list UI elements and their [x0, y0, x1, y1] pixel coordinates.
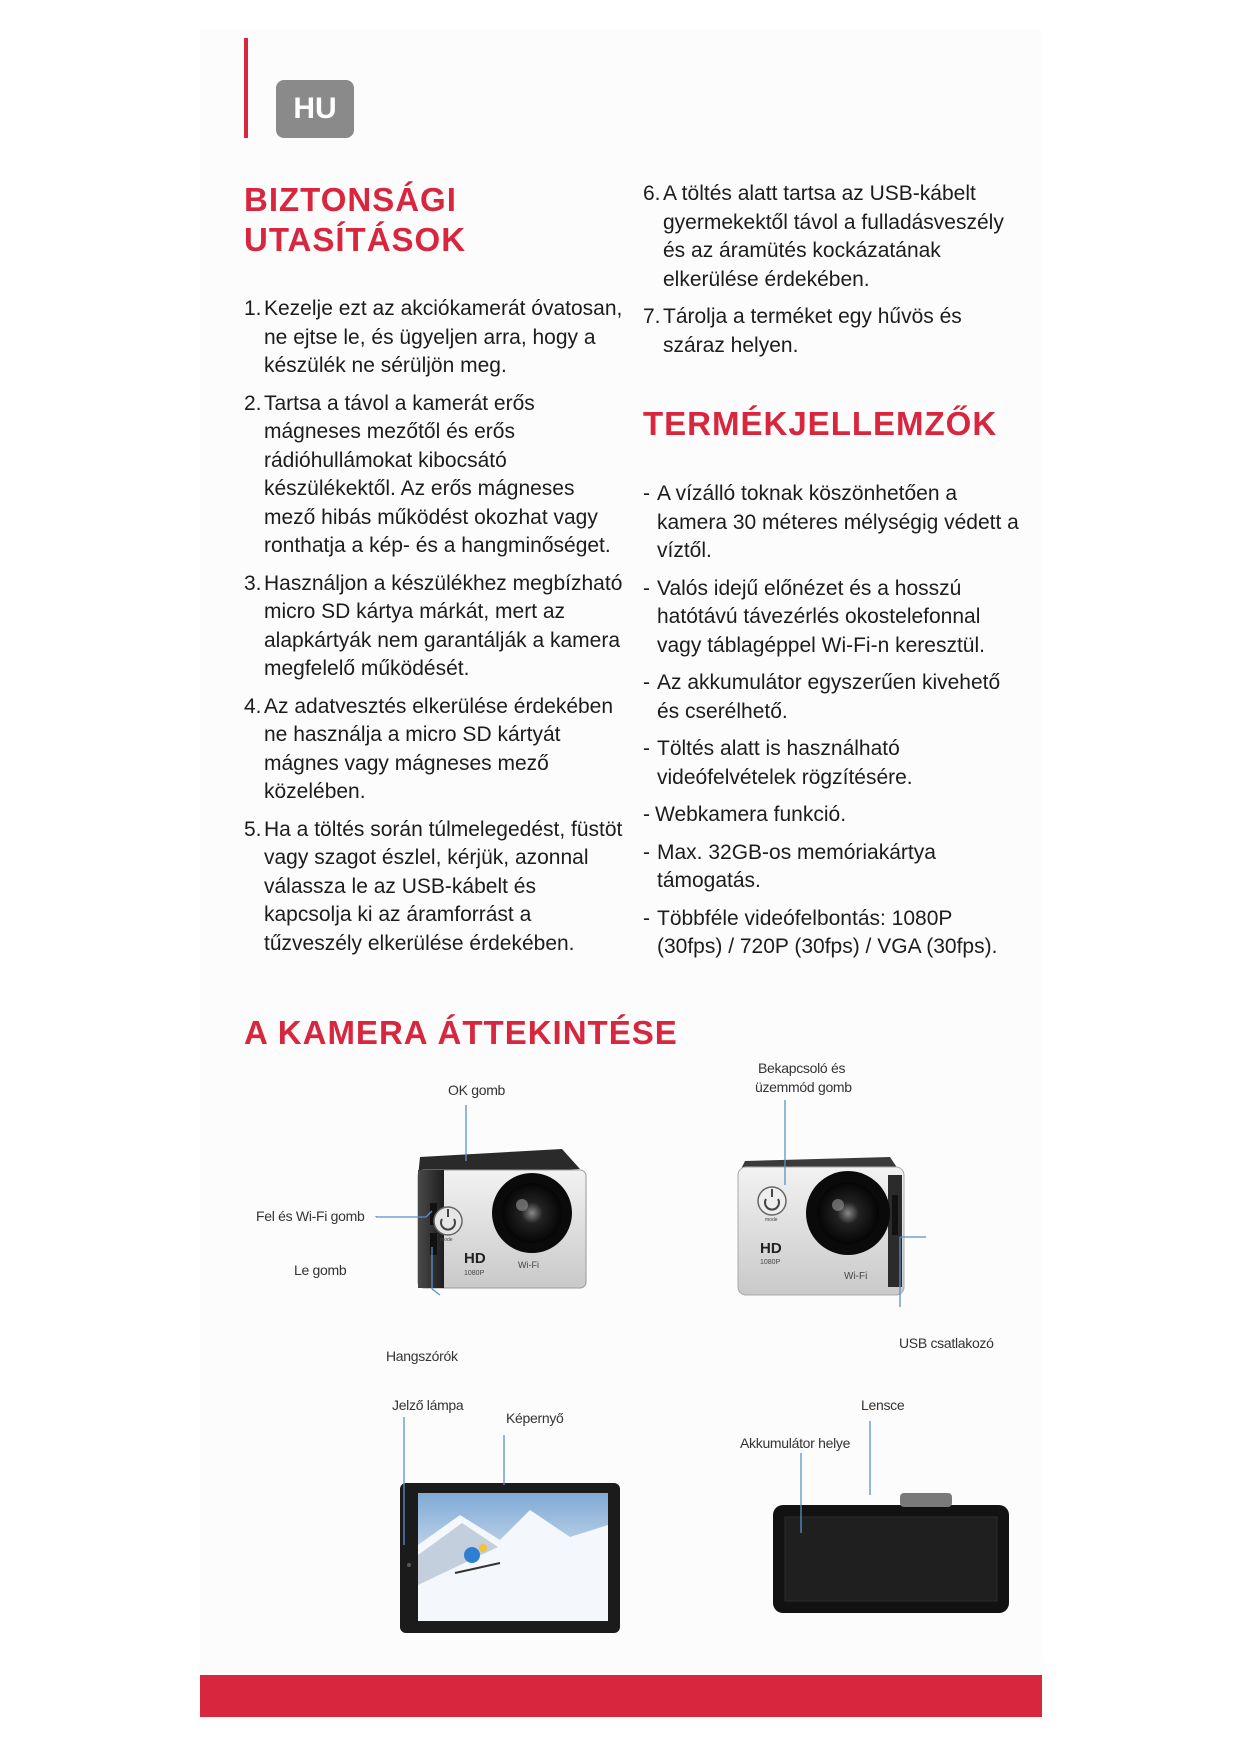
feature-dash: - [643, 482, 650, 505]
camera1-mode-text: mode [440, 1237, 453, 1243]
safety-item [244, 295, 624, 381]
camera2-hd-text: HD [760, 1240, 782, 1257]
feature-text: Valós idejű előnézet és a hosszú hatótávú távezérlés okostelefonnal vagy táblagéppel Wi-Fi-n keresztül. [657, 576, 985, 657]
item-number: 3. [244, 571, 262, 595]
label-usb: USB csatlakozó [899, 1335, 994, 1351]
safety-list-left [244, 295, 624, 967]
feature-item [643, 735, 1023, 792]
label-lens: Lensce [861, 1397, 905, 1413]
feature-text: Max. 32GB-os memóriakártya támogatás. [657, 840, 936, 892]
item-text: Kezelje ezt az akciókamerát óvatosan, ne ejtse le, és ügyeljen arra, hogy a készülék ne sérüljön meg. [264, 297, 623, 377]
camera2-wifi-text: Wi-Fi [844, 1271, 868, 1282]
feature-dash: - [643, 671, 650, 694]
camera-front [738, 1157, 904, 1295]
feature-text: Többféle videófelbontás: 1080P (30fps) / 720P (30fps) / VGA (30fps). [657, 906, 998, 958]
feature-text: A vízálló toknak köszönhetően a kamera 30 méteres mélységig védett a víztől. [657, 482, 1019, 562]
item-text: Az adatvesztés elkerülése érdekében ne használja a micro SD kártyát mágnes vagy mágneses mező közelében. [264, 694, 614, 803]
camera1-wifi-text: Wi-Fi [518, 1260, 539, 1270]
safety-item [643, 303, 1023, 360]
camera2-res-text: 1080P [760, 1259, 781, 1266]
feature-text: Az akkumulátor egyszerűen kivehető és cserélhető. [657, 671, 1001, 723]
safety-heading: BIZTONSÁGI UTASÍTÁSOK [244, 181, 467, 258]
safety-item [643, 180, 1023, 294]
item-number: 2. [244, 391, 262, 415]
red-vertical-rule [244, 38, 248, 138]
item-text: Használjon a készülékhez megbízható micro SD kártya márkát, mert az alapkártyák nem garantálják a kamera megfelelő működését. [264, 571, 623, 680]
item-number: 1. [244, 297, 262, 320]
item-number: 4. [244, 694, 262, 718]
camera-bottom-battery [773, 1493, 1009, 1613]
item-text: Ha a töltés során túlmelegedést, füstöt vagy szagot észlel, kérjük, azonnal válassza le az USB-kábelt és kapcsolja ki az áramforrást a tűzveszély elkerülése érdekében. [264, 817, 623, 955]
feature-item [643, 480, 1023, 566]
item-number: 5. [244, 817, 262, 841]
features-list [643, 480, 1023, 971]
camera-back-screen [400, 1483, 620, 1633]
safety-item [244, 693, 624, 807]
camera-overview-diagram [200, 1045, 1042, 1645]
feature-item [643, 575, 1023, 661]
item-number: 6. [643, 182, 661, 205]
camera2-usb-port [892, 1195, 898, 1235]
feature-dash: - [643, 803, 650, 826]
feature-text: Webkamera funkció. [655, 803, 847, 826]
label-battery: Akkumulátor helye [740, 1435, 851, 1451]
feature-text: Töltés alatt is használható videófelvételek rögzítésére. [657, 737, 913, 789]
label-indicator: Jelző lámpa [392, 1397, 464, 1413]
label-up-wifi: Fel és Wi-Fi gomb [256, 1208, 365, 1224]
camera4-battery-door [785, 1517, 997, 1601]
feature-item [643, 801, 1023, 830]
camera3-indicator-lamp [407, 1563, 411, 1567]
safety-list-right [643, 180, 1023, 369]
feature-dash: - [643, 906, 650, 930]
feature-item [643, 839, 1023, 896]
camera-illustrations [200, 1045, 1042, 1645]
label-power-mode-2: üzemmód gomb [755, 1079, 852, 1095]
camera4-lens [900, 1493, 952, 1507]
overview-heading: A KAMERA ÁTTEKINTÉSE [244, 1014, 678, 1051]
label-power-mode-1: Bekapcsoló és [758, 1060, 846, 1076]
safety-item [244, 390, 624, 561]
feature-dash: - [643, 737, 650, 760]
item-number: 7. [643, 305, 661, 328]
screen-skier [464, 1547, 480, 1563]
safety-item [244, 816, 624, 959]
camera1-side-button-down [430, 1233, 437, 1255]
label-screen: Képernyő [506, 1410, 564, 1426]
feature-dash: - [643, 576, 650, 600]
item-text: Tartsa a távol a kamerát erős mágneses mezőtől és erős rádióhullámokat kibocsátó készülékektől. Az erős mágneses mező hibás működést okozhat vagy ronthatja a kép- és a hangminőséget. [264, 391, 611, 557]
label-speakers: Hangszórók [386, 1348, 458, 1364]
features-heading: TERMÉKJELLEMZŐK [643, 405, 998, 442]
label-down: Le gomb [294, 1262, 347, 1278]
camera1-res-text: 1080P [464, 1270, 485, 1277]
bottom-red-bar [200, 1675, 1042, 1717]
item-text: Tárolja a terméket egy hűvös és száraz helyen. [663, 305, 962, 357]
camera1-lens [502, 1183, 562, 1243]
feature-item [643, 905, 1023, 962]
language-badge: HU [276, 80, 354, 138]
camera2-lens [817, 1182, 879, 1244]
camera-front-angle [418, 1149, 586, 1288]
safety-item [244, 570, 624, 684]
item-text: A töltés alatt tartsa az USB-kábelt gyermekektől távol a fulladásveszély és az áramütés kockázatának elkerülése érdekében. [663, 182, 1004, 291]
camera1-hd-text: HD [464, 1250, 486, 1267]
feature-item [643, 669, 1023, 726]
camera2-mode-text: mode [765, 1217, 778, 1223]
label-ok-button: OK gomb [448, 1082, 506, 1098]
feature-dash: - [643, 840, 650, 864]
